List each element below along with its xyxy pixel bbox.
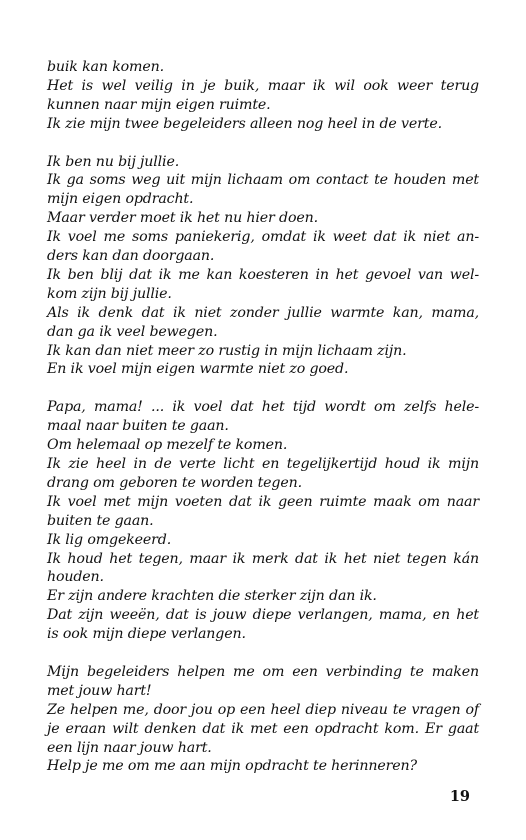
text-line: Om helemaal op mezelf te komen. [47,437,288,454]
paragraph-gap [47,644,479,663]
text-line: Maar verder moet ik het nu hier doen. [47,210,318,227]
text-line: je eraan wilt denken dat ik met een opdracht kom. Er gaat [47,720,479,737]
text-line: Ze helpen me, door jou op een heel diep niveau te vragen of [47,701,479,718]
body-text [47,58,479,776]
text-line: Ik zie heel in de verte licht en tegelijkertijd houd ik mijn [47,456,479,472]
paragraph [47,153,479,380]
paragraph [47,663,479,776]
text-line: Dat zijn weeën, dat is jouw diepe verlangen, mama, en het [47,607,479,624]
text-line: Mijn begeleiders helpen me om een verbinding te maken [47,663,479,680]
text-line: houden. [47,569,104,586]
text-line: Als ik denk dat ik niet zonder jullie warmte kan, mama, [47,304,479,321]
text-line: is ook mijn diepe verlangen. [47,626,246,643]
text-line: Papa, mama! ... ik voel dat het tijd wordt om zelfs hele- [47,399,479,416]
text-line: ders kan dan doorgaan. [47,248,215,265]
text-line: Er zijn andere krachten die sterker zijn dan ik. [47,588,377,605]
paragraph-gap [47,134,479,153]
text-line: kunnen naar mijn eigen ruimte. [47,96,271,113]
text-line: Ik zie mijn twee begeleiders alleen nog heel in de verte. [47,115,442,132]
text-line: Ik ben blij dat ik me kan koesteren in het gevoel van wel- [47,266,479,283]
paragraph [47,58,479,134]
text-line: En ik voel mijn eigen warmte niet zo goed. [47,361,349,378]
text-line: kom zijn bij jullie. [47,285,172,302]
page-number: 19 [449,788,470,805]
text-line: met jouw hart! [47,682,152,699]
paragraph-gap [47,379,479,398]
text-line: buik kan komen. [47,59,164,75]
text-line: Help je me om me aan mijn opdracht te herinneren? [47,758,417,775]
text-line: Ik lig omgekeerd. [47,531,172,548]
text-line: maal naar buiten te gaan. [47,418,229,435]
text-line: Ik voel me soms paniekerig, omdat ik weet dat ik niet an- [47,229,479,246]
text-line: Ik ga soms weg uit mijn lichaam om contact te houden met [47,172,479,189]
text-line: Ik voel met mijn voeten dat ik geen ruimte maak om naar [47,493,479,510]
text-line: een lijn naar jouw hart. [47,739,212,756]
text-line: dan ga ik veel bewegen. [47,323,218,340]
text-line: Het is wel veilig in je buik, maar ik wil ook weer terug [47,77,479,94]
text-line: Ik ben nu bij jullie. [47,153,180,170]
paragraph [47,398,479,644]
text-line: mijn eigen opdracht. [47,191,194,208]
text-line: drang om geboren te worden tegen. [47,474,302,491]
text-line: Ik houd het tegen, maar ik merk dat ik het niet tegen kán [47,550,479,567]
text-line: buiten te gaan. [47,512,154,529]
text-line: Ik kan dan niet meer zo rustig in mijn lichaam zijn. [47,342,407,359]
